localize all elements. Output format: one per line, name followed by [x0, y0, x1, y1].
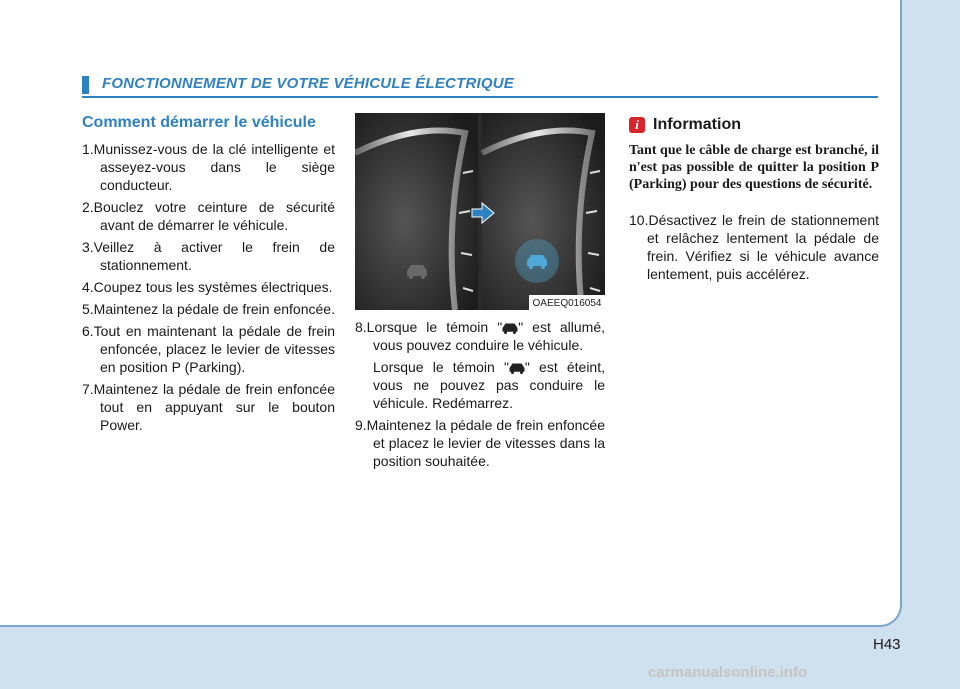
- step-7: 7.Maintenez la pédale de frein enfoncée tout en appuyant sur le bouton Power.: [82, 381, 335, 433]
- info-header: [629, 116, 879, 134]
- step-8-note: [355, 358, 605, 412]
- subheading: Comment démarrer le véhicule: [82, 114, 316, 131]
- step-10: 10.Désactivez le frein de stationnement et relâchez lentement la pédale de frein. Vérifiez si le véhicule avance lentement, puis accélérez.: [629, 212, 879, 282]
- step-8-text-b: " est allumé, vous pouvez conduire le véhicule.: [373, 319, 606, 353]
- watermark: carmanualsonline.info: [648, 664, 808, 681]
- step-8-text-d: " est éteint, vous ne pouvez pas conduire le véhicule. Redémarrez.: [373, 359, 605, 411]
- cluster-figure: [355, 113, 605, 310]
- step-8-text-c: Lorsque le témoin ": [373, 359, 509, 375]
- section-header: [82, 74, 878, 98]
- car-indicator-on-icon: [515, 239, 559, 283]
- section-title: FONCTIONNEMENT DE VOTRE VÉHICULE ÉLECTRIQUE: [102, 75, 514, 92]
- step-1: 1.Munissez-vous de la clé intelligente et asseyez-vous dans le siège conducteur.: [82, 141, 335, 193]
- step-8: [355, 318, 605, 354]
- step-2: 2.Bouclez votre ceinture de sécurité avant de démarrer le véhicule.: [82, 199, 335, 233]
- info-text: Tant que le câble de charge est branché, il n'est pas possible de quitter la position P (Parking) pour des questions de sécurité.: [629, 143, 879, 192]
- info-title: Information: [653, 116, 741, 133]
- column-left: [82, 114, 335, 438]
- step-6: 6.Tout en maintenant la pédale de frein enfoncée, placez le levier de vitesses en position P (Parking).: [82, 323, 335, 375]
- column-right: [629, 116, 879, 287]
- cluster-illustration: [355, 113, 605, 310]
- figure-code: OAEEQ016054: [532, 298, 602, 309]
- step-9: 9.Maintenez la pédale de frein enfoncée et placez le levier de vitesses dans la position souhaitée.: [355, 417, 605, 469]
- step-8-text-a: 8.Lorsque le témoin ": [355, 319, 503, 335]
- info-icon: i: [629, 117, 645, 133]
- page-number: H43: [873, 636, 901, 653]
- step-4: 4.Coupez tous les systèmes électriques.: [82, 279, 333, 295]
- step-3: 3.Veillez à activer le frein de stationnement.: [82, 239, 335, 273]
- car-indicator-icon: [509, 362, 525, 374]
- car-indicator-icon: [502, 322, 518, 334]
- step-5: 5.Maintenez la pédale de frein enfoncée.: [82, 301, 335, 317]
- section-header-bar: [82, 76, 89, 94]
- column-middle: [355, 318, 605, 474]
